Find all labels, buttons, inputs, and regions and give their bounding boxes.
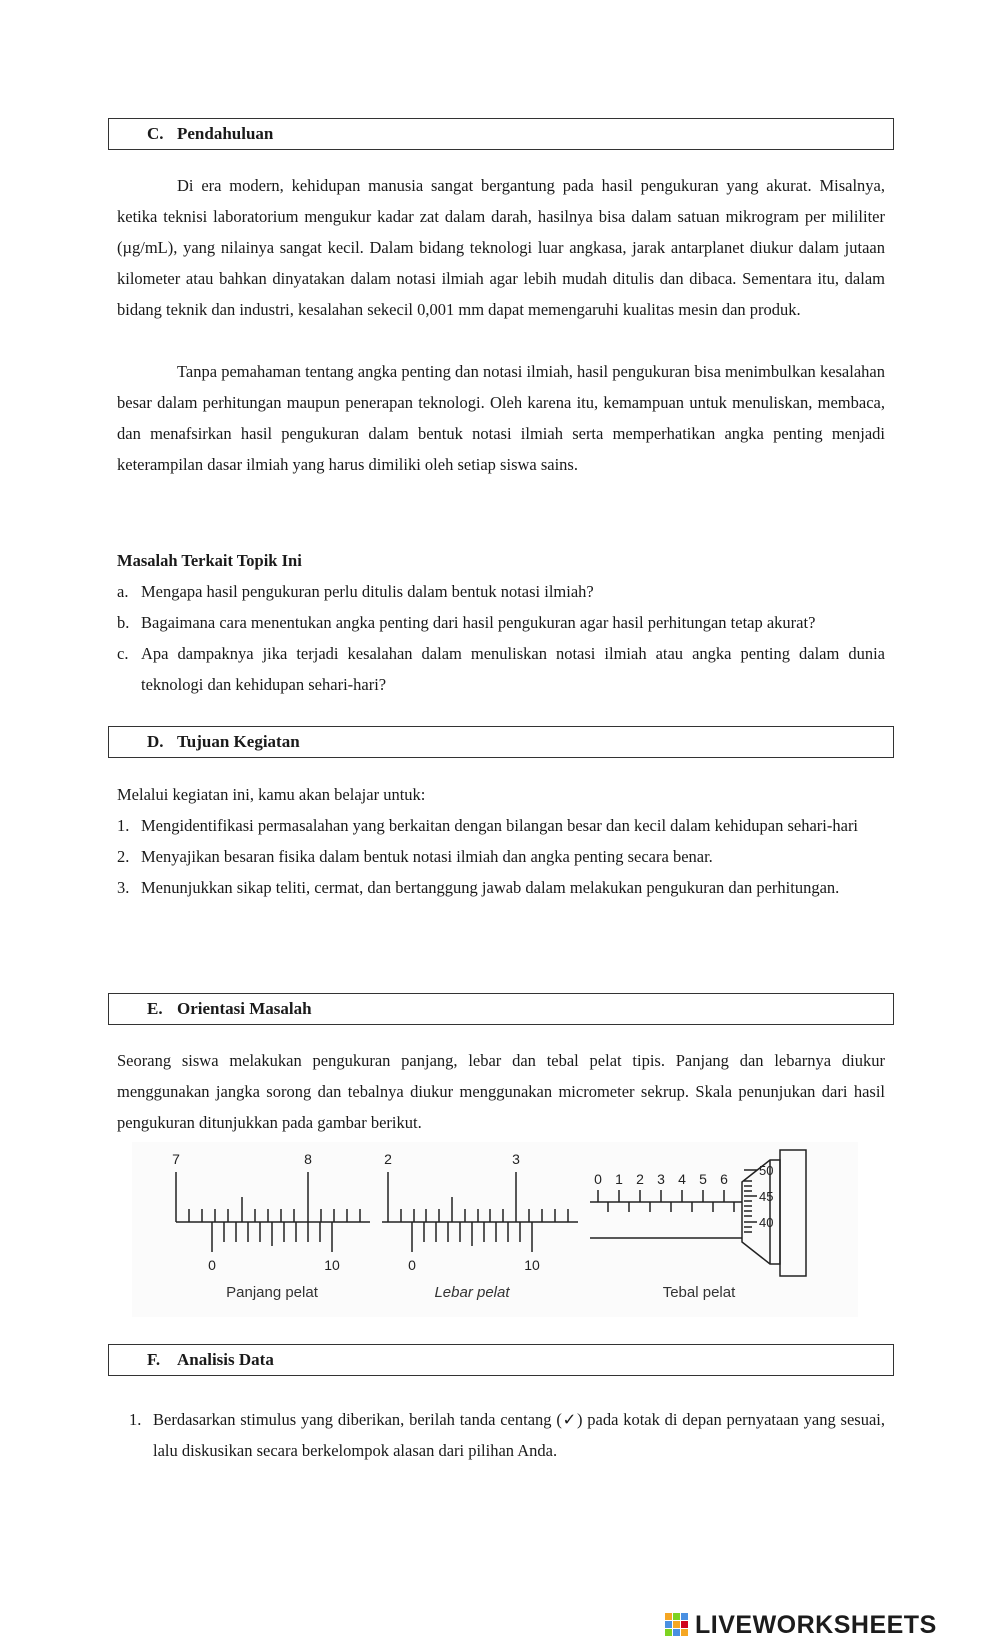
panjang-main-start: 7 <box>172 1151 180 1167</box>
caliper-panjang <box>176 1172 370 1252</box>
section-title: Pendahuluan <box>177 124 274 143</box>
thimble-label: 50 <box>759 1163 774 1178</box>
list-item: 1. Mengidentifikasi permasalahan yang berkaitan dengan bilangan besar dan kecil dalam kehidupan sehari-hari <box>117 816 859 835</box>
intro-paragraph-2: Tanpa pemahaman tentang angka penting dan notasi ilmiah, hasil pengukuran bisa menimbulkan kesalahan besar dalam perhitungan maupun penerapan teknologi. Oleh karena itu, kemampuan untuk menuliskan, membaca, dan menafsirkan hasil pengukuran dalam bentuk notasi ilmiah serta memperhatikan angka penting menjadi keterampilan dasar ilmiah yang harus dimiliki oleh setiap siswa sains. <box>117 362 885 474</box>
sleeve-label: 2 <box>636 1171 644 1187</box>
panjang-vernier-start: 0 <box>208 1257 216 1273</box>
goals-list <box>117 810 885 903</box>
section-header-tujuan <box>108 726 894 758</box>
lebar-main-start: 2 <box>384 1151 392 1167</box>
goals-intro: Melalui kegiatan ini, kamu akan belajar untuk: <box>117 785 426 804</box>
measurement-figure <box>132 1142 858 1317</box>
lebar-vernier-start: 0 <box>408 1257 416 1273</box>
sleeve-label: 5 <box>699 1171 707 1187</box>
liveworksheets-logo <box>695 1612 937 1638</box>
list-item: b. Bagaimana cara menentukan angka penting dari hasil pengukuran agar hasil perhitungan tetap akurat? <box>117 613 816 632</box>
lebar-main-end: 3 <box>512 1151 520 1167</box>
list-item: 1. Berdasarkan stimulus yang diberikan, berilah tanda centang (✓) pada kotak di depan pernyataan yang sesuai, lalu diskusikan secara berkelompok alasan dari pilihan Anda. <box>129 1410 885 1460</box>
sleeve-label: 4 <box>678 1171 686 1187</box>
caliper-lebar <box>382 1172 578 1252</box>
measurement-scales-svg <box>132 1142 858 1317</box>
section-label: D. <box>147 732 164 751</box>
logo-grid-icon <box>665 1613 689 1637</box>
section-title: Orientasi Masalah <box>177 999 312 1018</box>
thimble-label: 45 <box>759 1189 774 1204</box>
list-item: c. Apa dampaknya jika terjadi kesalahan dalam menuliskan notasi ilmiah atau angka penting dalam dunia teknologi dan kehidupan sehari-hari? <box>117 644 885 694</box>
problems-list <box>117 576 885 700</box>
orientation-paragraph: Seorang siswa melakukan pengukuran panjang, lebar dan tebal pelat tipis. Panjang dan lebarnya diukur menggunakan jangka sorong dan tebalnya diukur menggunakan micrometer sekrup. Skala penunjukan dari hasil pengukuran ditunjukkan pada gambar berikut. <box>117 1051 885 1132</box>
sleeve-label: 1 <box>615 1171 623 1187</box>
panjang-caption: Panjang pelat <box>226 1284 318 1301</box>
sleeve-label: 3 <box>657 1171 665 1187</box>
lebar-vernier-end: 10 <box>524 1257 540 1273</box>
thimble-label: 40 <box>759 1215 774 1230</box>
list-item: a. Mengapa hasil pengukuran perlu ditulis dalam bentuk notasi ilmiah? <box>117 582 594 601</box>
section-label: C. <box>147 124 164 143</box>
section-label: E. <box>147 999 163 1018</box>
panjang-main-end: 8 <box>304 1151 312 1167</box>
micrometer-tebal <box>590 1150 806 1276</box>
intro-paragraph-1: Di era modern, kehidupan manusia sangat bergantung pada hasil pengukuran yang akurat. Misalnya, ketika teknisi laboratorium mengukur kadar zat dalam darah, hasilnya bisa dalam satuan mikrogram per mililiter (µg/mL), yang nilainya sangat kecil. Dalam bidang teknologi luar angkasa, jarak antarplanet diukur dalam jutaan kilometer atau bahkan dinyatakan dalam notasi ilmiah agar lebih mudah ditulis dan dibaca. Sementara itu, dalam bidang teknik dan industri, kesalahan sekecil 0,001 mm dapat memengaruhi kualitas mesin dan produk. <box>117 176 885 319</box>
section-header-orientasi <box>108 993 894 1025</box>
list-item: 3. Menunjukkan sikap teliti, cermat, dan bertanggung jawab dalam melakukan pengukuran dan perhitungan. <box>117 878 840 897</box>
panjang-vernier-end: 10 <box>324 1257 340 1273</box>
section-header-analisis <box>108 1344 894 1376</box>
section-title: Analisis Data <box>177 1350 274 1369</box>
section-header-pendahuluan <box>108 118 894 150</box>
lebar-caption: Lebar pelat <box>434 1284 510 1301</box>
logo-text: LIVEWORKSHEETS <box>695 1611 937 1639</box>
list-item: 2. Menyajikan besaran fisika dalam bentuk notasi ilmiah dan angka penting secara benar. <box>117 847 713 866</box>
analysis-list <box>129 1404 885 1466</box>
sleeve-label: 0 <box>594 1171 602 1187</box>
tebal-caption: Tebal pelat <box>662 1284 736 1301</box>
section-label: F. <box>147 1350 161 1369</box>
problems-heading: Masalah Terkait Topik Ini <box>117 551 302 570</box>
section-title: Tujuan Kegiatan <box>177 732 300 751</box>
sleeve-label: 6 <box>720 1171 728 1187</box>
